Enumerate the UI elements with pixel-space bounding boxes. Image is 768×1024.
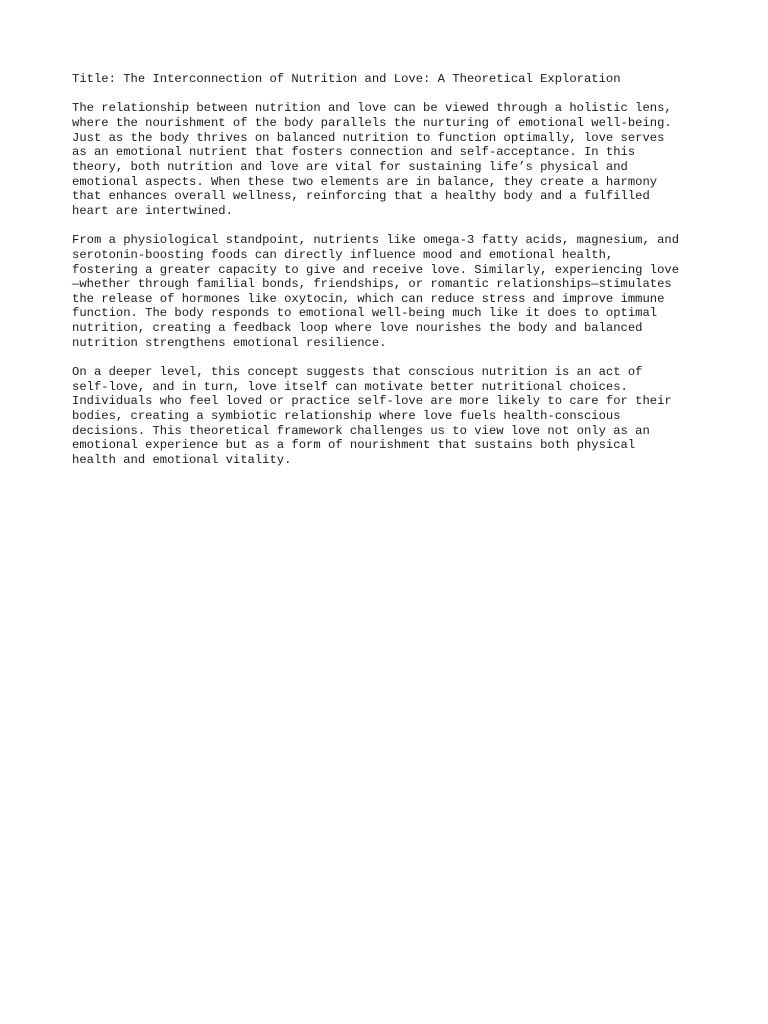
paragraph-intro: The relationship between nutrition and love can be viewed through a holistic lens, where the nourishment of the body parallels the nurturing of emotional well-being. Just as the body thrives on balanced nutrition to function optimally, love serves as an emotional nutrient that fosters connection and self-acceptance. In this theory, both nutrition and love are vital for sustaining life’s physical and emotional aspects. When these two elements are in balance, they create a harmony that enhances overall wellness, reinforcing that a healthy body and a fulfilled heart are intertwined.: [72, 101, 672, 218]
paragraph-physiology: From a physiological standpoint, nutrients like omega-3 fatty acids, magnesium, and serotonin-boosting foods can directly influence mood and emotional health, fostering a greater capacity to give and receive love. Similarly, experiencing love —whether through familial bonds, friendships, or romantic relationships—stimulates the release of hormones like oxytocin, which can reduce stress and improve immune function. The body responds to emotional well-being much like it does to optimal nutrition, creating a feedback loop where love nourishes the body and balanced nutrition strengthens emotional resilience.: [72, 233, 680, 350]
paragraph-deeper-level: On a deeper level, this concept suggests that conscious nutrition is an act of self-love, and in turn, love itself can motivate better nutritional choices. Individuals who feel loved or practice self-love are more likely to care for their bodies, creating a symbiotic relationship where love fuels health-conscious decisions. This theoretical framework challenges us to view love not only as an emotional experience but as a form of nourishment that sustains both physical health and emotional vitality.: [72, 365, 672, 468]
document-title: Title: The Interconnection of Nutrition and Love: A Theoretical Exploration: [72, 72, 621, 86]
